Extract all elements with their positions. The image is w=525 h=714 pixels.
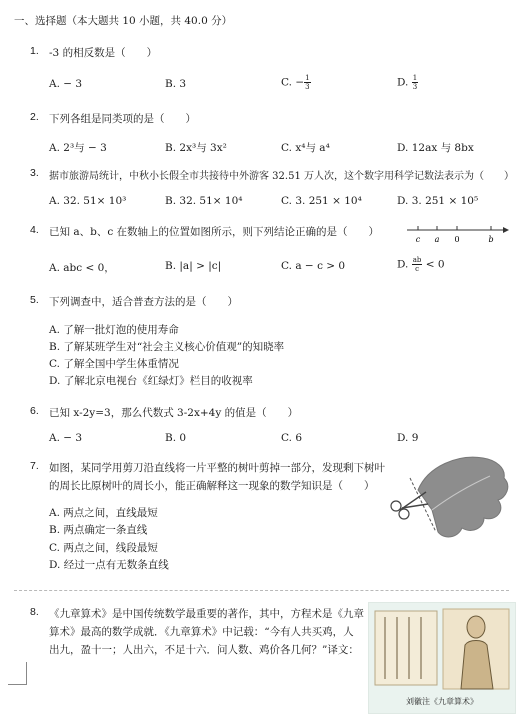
question-text-line: 算术》最高的数学成就．《九章算术》中记载：“今有人共买鸡，人 <box>49 626 354 638</box>
option-d: D. 9 <box>397 432 419 444</box>
option-c: C. 两点之间，线段最短 <box>49 542 158 554</box>
option-c: C. 6 <box>281 432 303 444</box>
option-b: B. 两点确定一条直线 <box>49 524 148 536</box>
question-text-line: 出九，盈十一；人出六，不足十六．问人数、鸡价各几何？”译文： <box>49 644 359 656</box>
option-a: A. − 3 <box>49 432 83 444</box>
question-number: 3. <box>30 167 39 179</box>
scholar-figure <box>369 603 515 695</box>
option-d: D. 12ax 与 8bx <box>397 142 474 154</box>
question-text: -3 的相反数是（ ） <box>49 47 158 59</box>
image-caption: 刘徽注《九章算术》 <box>406 697 478 706</box>
leaf-figure <box>388 448 510 546</box>
axis-label-a: a <box>434 235 440 244</box>
number-line <box>405 218 510 246</box>
question-number: 5. <box>30 294 39 306</box>
option-c: C. x⁴与 a⁴ <box>281 142 330 154</box>
option-d: D. 了解北京电视台《红绿灯》栏目的收视率 <box>49 375 253 387</box>
option-a: A. 两点之间，直线最短 <box>49 507 158 519</box>
question-number: 4. <box>30 224 39 236</box>
fraction: $\frac{1}{3}$ <box>412 74 418 91</box>
fraction: $\frac{1}{3}$ <box>305 74 310 91</box>
page-divider <box>14 590 509 591</box>
fraction: $\frac{ab}{c}$ <box>412 256 422 273</box>
option-a: A. 了解一批灯泡的使用寿命 <box>49 324 179 336</box>
question-text: 已知 x-2y=3，那么代数式 3-2x+4y 的值是（ ） <box>49 407 299 419</box>
section-title: 一、选择题（本大题共 10 小题，共 40.0 分） <box>14 15 233 27</box>
option-a: A. 2³与 − 3 <box>49 142 107 154</box>
option-d: D. 3. 251 × 10⁵ <box>397 195 479 207</box>
question-text: 据市旅游局统计，中秋小长假全市共接待中外游客 32.51 万人次，这个数字用科学记数法表示为（ ） <box>49 171 514 182</box>
question-text-line: 如图，某同学用剪刀沿直线将一片平整的树叶剪掉一部分，发现剩下树叶 <box>49 462 385 474</box>
option-b: B. 32. 51× 10⁴ <box>165 195 243 207</box>
question-text-line: 《九章算术》是中国传统数学最重要的著作，其中，方程术是《九章 <box>49 608 364 620</box>
option-b: B. 2x³与 3x² <box>165 142 227 154</box>
question-number: 1. <box>30 45 39 57</box>
option-a: A. − 3 <box>49 78 83 90</box>
option-a: A. 32. 51× 10³ <box>49 195 127 207</box>
question-text: 已知 a、b、c 在数轴上的位置如图所示，则下列结论正确的是（ ） <box>49 226 380 238</box>
axis-label-0: 0 <box>454 235 460 244</box>
option-d: D. $\frac{ab}{c}$ < 0 <box>397 256 445 273</box>
option-c: C. 了解全国中学生体重情况 <box>49 358 179 370</box>
question-number: 6. <box>30 405 39 417</box>
question-text: 下列调查中，适合普查方法的是（ ） <box>49 296 238 308</box>
option-d: D. 经过一点有无数条直线 <box>49 559 169 571</box>
option-c: C. − $\frac{1}{3}$ <box>281 74 310 91</box>
question-number: 8. <box>30 606 39 618</box>
question-number: 7. <box>30 460 39 472</box>
axis-label-b: b <box>488 235 494 244</box>
page-corner-mark <box>8 662 27 685</box>
option-b: B. 了解某班学生对“社会主义核心价值观”的知晓率 <box>49 341 285 353</box>
option-d: D. $\frac{1}{3}$ <box>397 74 418 91</box>
question-text: 下列各组是同类项的是（ ） <box>49 113 196 125</box>
option-b: B. 0 <box>165 432 187 444</box>
axis-label-c: c <box>415 235 421 244</box>
question-number: 2. <box>30 111 39 123</box>
book-illustration <box>368 602 516 714</box>
option-c: C. 3. 251 × 10⁴ <box>281 195 362 207</box>
option-b: B. |a| > |c| <box>165 260 222 272</box>
option-b: B. 3 <box>165 78 187 90</box>
option-c: C. a − c > 0 <box>281 260 346 272</box>
question-text-line: 的周长比原树叶的周长小，能正确解释这一现象的数学知识是（ ） <box>49 480 375 492</box>
option-a: A. abc < 0， <box>49 262 115 274</box>
